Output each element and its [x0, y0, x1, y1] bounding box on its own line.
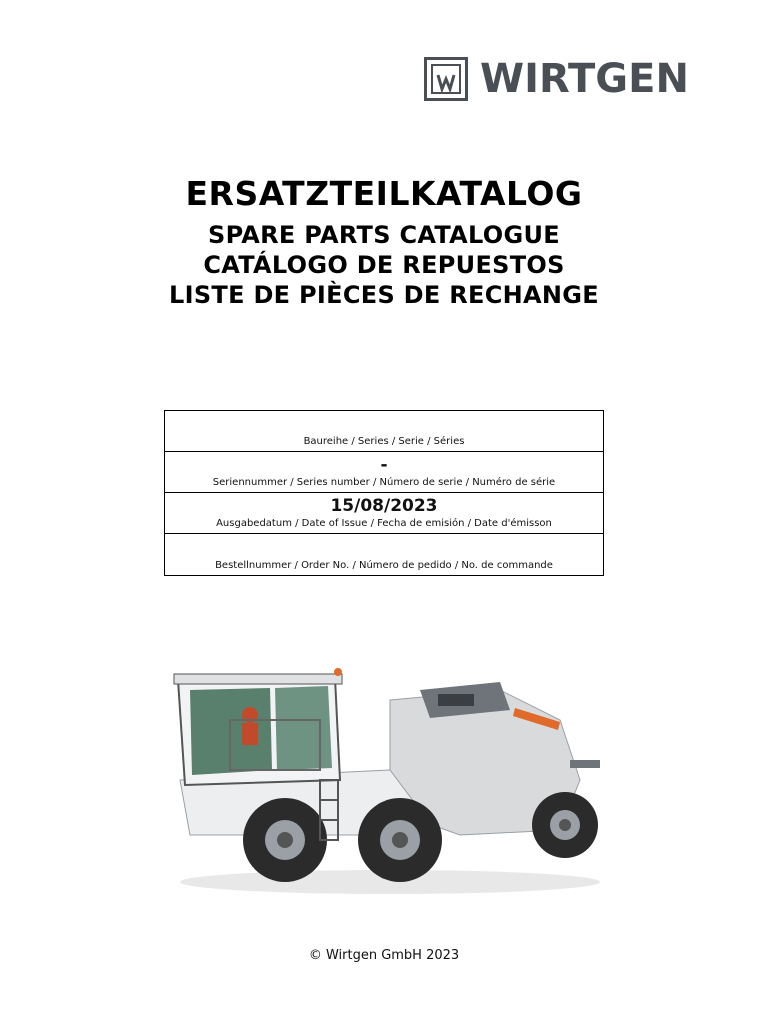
catalog-title-es: CATÁLOGO DE REPUESTOS: [203, 251, 565, 279]
wirtgen-logo-icon: [424, 57, 468, 101]
title-block: [0, 174, 768, 310]
copyright-notice: © Wirtgen GmbH 2023: [308, 948, 460, 963]
issue-date-value: 15/08/2023: [330, 496, 438, 516]
brand-name: WIRTGEN: [480, 56, 689, 102]
machine-image: [160, 660, 610, 904]
issue-date-row: [165, 493, 603, 534]
series-label: Baureihe / Series / Serie / Séries: [303, 436, 465, 447]
serial-number-label: Seriennummer / Series number / Número de serie / Numéro de série: [212, 477, 556, 488]
order-number-row: [165, 534, 603, 575]
catalog-title-en: SPARE PARTS CATALOGUE: [208, 221, 560, 249]
catalog-title-fr: LISTE DE PIÈCES DE RECHANGE: [169, 281, 599, 309]
wirtgen-logo: [424, 54, 689, 104]
catalog-info-table: [164, 410, 604, 576]
issue-date-label: Ausgabedatum / Date of Issue / Fecha de emisión / Date d'émisson: [216, 518, 552, 529]
serial-number-row: [165, 452, 603, 493]
serial-number-value: -: [380, 455, 388, 475]
catalog-title-de: ERSATZTEILKATALOG: [185, 174, 583, 213]
series-row: [165, 411, 603, 452]
order-number-label: Bestellnummer / Order No. / Número de pedido / No. de commande: [215, 560, 553, 571]
